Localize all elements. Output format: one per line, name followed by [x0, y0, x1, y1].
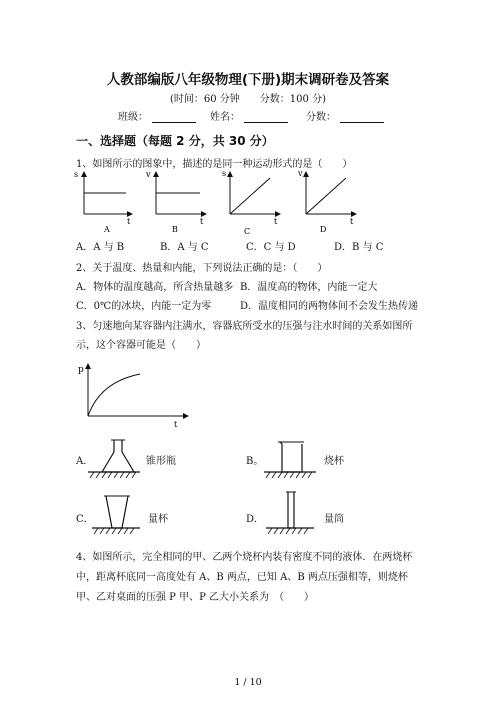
q3-option-c-letter[interactable]: C． — [76, 514, 94, 525]
graph-c-line — [230, 178, 270, 214]
beaker-icon — [262, 436, 318, 480]
graph-a-caption: A — [104, 225, 110, 234]
score-blank — [340, 112, 384, 123]
graph-c — [222, 169, 280, 236]
class-blank — [152, 112, 196, 123]
page-number: 1 / 10 — [234, 677, 262, 688]
name-label: 姓名： — [210, 112, 240, 123]
q2-option-c[interactable]: C．0℃的冰块，内能一定为零 — [76, 301, 212, 312]
question-1-text: 1、如图所示的图象中，描述的是同一种运动形式的是（ ） — [76, 159, 353, 170]
page-title: 人教部编版八年级物理(下册)期末调研卷及答案 — [106, 72, 390, 88]
score-label: 分数： — [306, 112, 336, 123]
q3-option-b-letter[interactable]: B。 — [246, 456, 264, 467]
q2-option-d[interactable]: D．温度相同的两物体间不会发生热传递 — [240, 301, 419, 312]
conical-flask-icon — [86, 436, 142, 480]
q1-option-d[interactable]: D．B 与 C — [334, 242, 384, 253]
q3-option-a-letter[interactable]: A． — [76, 456, 94, 467]
graph-c-caption: C — [244, 227, 251, 236]
graph-b-caption: B — [172, 225, 178, 234]
q3-option-b-name: 烧杯 — [324, 456, 344, 467]
question-3-line-2: 示，这个容器可能是（ ） — [76, 340, 206, 351]
question-2-text: 2、关于温度、热量和内能，下列说法正确的是：（ ） — [76, 263, 328, 274]
q1-option-a[interactable]: A．A 与 B — [76, 242, 125, 253]
pressure-curve — [88, 374, 140, 416]
graph-a-ylabel: s — [74, 170, 79, 179]
score-field — [306, 108, 384, 123]
graph-d — [297, 169, 356, 234]
question-4-line-1: 4、如图所示，完全相同的甲、乙两个烧杯内装有密度不同的液体．在两烧杯 — [76, 552, 413, 563]
graph-b-ylabel: v — [146, 170, 151, 179]
q1-option-b[interactable]: B．A 与 C — [160, 242, 209, 253]
q2-option-a[interactable]: A．物体的温度越高，所含热量越多 — [76, 282, 234, 293]
class-label: 班级： — [118, 112, 148, 123]
graph-b — [145, 170, 206, 234]
section-heading: 一、选择题（每题 2 分，共 30 分） — [76, 134, 274, 148]
measuring-cup-icon — [90, 490, 142, 538]
question-4-line-3: 甲、乙对桌面的压强 P 甲、P 乙大小关系为 （ ） — [76, 592, 314, 603]
name-blank — [244, 112, 288, 123]
q1-motion-graphs — [72, 166, 362, 238]
question-4-line-2: 中，距离杯底同一高度处有 A、B 两点，已知 A、B 两点压强相等，则烧杯 — [76, 572, 408, 583]
graph-a-xlabel: t — [127, 217, 131, 226]
graph-b-xlabel: t — [200, 217, 204, 226]
q1-option-c[interactable]: C．C 与 D — [246, 242, 296, 253]
graph-a — [74, 170, 132, 234]
name-field — [210, 108, 288, 123]
graph-d-ylabel: v — [298, 169, 303, 178]
q3-option-a-name: 锥形瓶 — [146, 456, 176, 467]
q3-option-d-letter[interactable]: D． — [246, 514, 265, 525]
graduated-cylinder-icon — [264, 488, 316, 538]
graph-d-xlabel: t — [350, 217, 354, 226]
q3-pressure-time-graph — [76, 360, 196, 430]
q3-option-c-name: 量杯 — [148, 514, 168, 525]
graph-c-ylabel: s — [222, 169, 227, 178]
graph-d-line — [306, 178, 346, 214]
q3-option-d-name: 量筒 — [324, 514, 344, 525]
q3-graph-xlabel: t — [174, 420, 178, 429]
q3-graph-ylabel: p — [78, 365, 84, 375]
q2-option-b[interactable]: B．温度高的物体，内能一定大 — [240, 282, 378, 293]
graph-c-xlabel: t — [274, 217, 278, 226]
graph-d-caption: D — [320, 225, 327, 234]
exam-time-score: (时间：60 分钟 分数：100 分) — [170, 94, 326, 105]
question-3-line-1: 3、匀速地向某容器内注满水，容器底所受水的压强与注水时间的关系如图所 — [76, 321, 413, 332]
class-field — [118, 108, 196, 123]
